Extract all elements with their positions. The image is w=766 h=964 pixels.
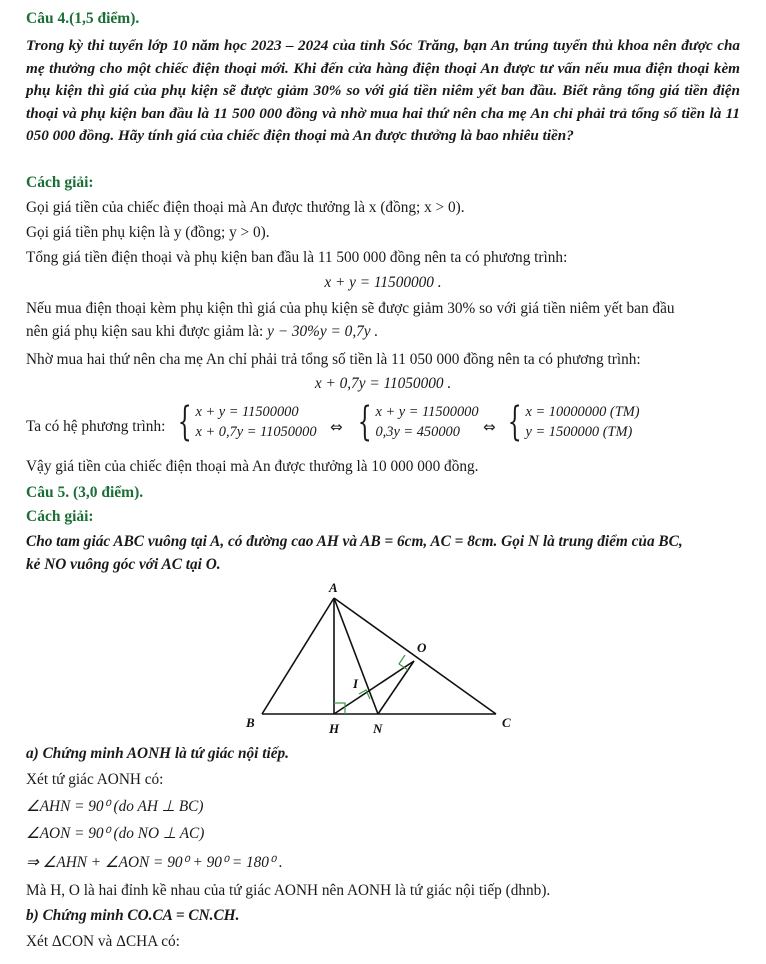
q4-solution-label: Cách giải: [26, 174, 94, 191]
label-h: H [329, 721, 340, 736]
label-n: N [373, 721, 383, 736]
q4-line-6: Nhờ mua hai thứ nên cha mẹ An chỉ phải trả tổng số tiền là 11 050 000 đồng nên ta có phương trình: [26, 351, 641, 368]
system-3-row-1: x = 10000000 (TM) [525, 404, 640, 420]
q4-line-2: Gọi giá tiền phụ kiện là y (đồng; y > 0). [26, 224, 270, 241]
q5-a-line-4: ⇒ ∠AHN + ∠AON = 90⁰ + 90⁰ = 180⁰ . [26, 854, 283, 871]
label-o: O [417, 640, 427, 655]
q4-system-label: Ta có hệ phương trình: [26, 418, 166, 435]
system-2-row-2: 0,3y = 450000 [375, 424, 460, 440]
q4-conclusion: Vậy giá tiền của chiếc điện thoại mà An được thưởng là 10 000 000 đồng. [26, 458, 479, 475]
q4-line-1: Gọi giá tiền của chiếc điện thoại mà An được thưởng là x (đồng; x > 0). [26, 199, 465, 216]
label-i: I [353, 676, 359, 691]
q4-title: Câu 4.(1,5 điểm). [26, 10, 140, 27]
segment-no [378, 661, 414, 714]
q5-a-line-3: ∠AON = 90⁰ (do NO ⊥ AC) [26, 825, 205, 842]
q4-equation-1: x + y = 11500000 . [324, 274, 442, 291]
q5-a-line-2: ∠AHN = 90⁰ (do AH ⊥ BC) [26, 798, 204, 815]
q4-problem: Trong kỳ thi tuyển lớp 10 năm học 2023 – 2024 của tỉnh Sóc Trăng, bạn An trúng tuyển thủ khoa nên được cha mẹ thưởng cho một chiếc điện thoại mới. Khi đến cửa hàng điện thoại An được tư vấn nếu mua điện thoại kèm phụ kiện thì giá của phụ kiện sẽ được giảm 30% so với giá tiền niêm yết ban đầu. Biết rằng tổng giá tiền điện thoại và phụ kiện ban đầu là 11 500 000 đồng và nhờ mua hai thứ nên cha mẹ An chỉ phải trả tổng số tiền là 11 050 000 đồng. Hãy tính giá của chiếc điện thoại mà An được thưởng là bao nhiêu tiền? [26, 37, 740, 145]
q5-part-b-title: b) Chứng minh CO.CA = CN.CH. [26, 907, 240, 924]
q5-title: Câu 5. (3,0 điểm). [26, 484, 144, 501]
q4-line-3: Tổng giá tiền điện thoại và phụ kiện ban đầu là 11 500 000 đồng nên ta có phương trình: [26, 249, 568, 266]
segment-ac [334, 598, 496, 714]
q5-problem-line-2: kẻ NO vuông góc với AC tại O. [26, 556, 221, 573]
segment-ab [262, 598, 334, 714]
system-3-row-2: y = 1500000 (TM) [525, 424, 633, 440]
system-2-brace: { [357, 399, 372, 445]
q5-a-line-1: Xét tứ giác AONH có: [26, 771, 164, 788]
q5-a-line-5: Mà H, O là hai đỉnh kề nhau của tứ giác AONH nên AONH là tứ giác nội tiếp (dhnb). [26, 882, 551, 899]
label-a: A [329, 580, 338, 595]
system-2-row-1: x + y = 11500000 [375, 404, 479, 420]
q5-b-line-1: Xét ΔCON và ΔCHA có: [26, 933, 180, 950]
segment-ho [334, 661, 414, 714]
system-1-row-1: x + y = 11500000 [195, 404, 299, 420]
segment-an [334, 598, 378, 714]
q4-line-5-text: nên giá phụ kiện sau khi được giảm là: [26, 323, 264, 340]
system-1-row-2: x + 0,7y = 11050000 [195, 424, 317, 440]
label-b: B [246, 715, 255, 730]
system-3-brace: { [507, 399, 522, 445]
q4-line-5-formula: y − 30%y = 0,7y . [267, 323, 379, 340]
equivalence-arrow-2: ⇔ [483, 418, 496, 436]
q5-problem-line-1: Cho tam giác ABC vuông tại A, có đường cao AH và AB = 6cm, AC = 8cm. Gọi N là trung điểm của BC, [26, 533, 683, 550]
q4-equation-2: x + 0,7y = 11050000 . [314, 375, 452, 392]
label-c: C [502, 715, 511, 730]
q4-line-4: Nếu mua điện thoại kèm phụ kiện thì giá của phụ kiện sẽ được giảm 30% so với giá tiền niêm yết ban đầu [26, 300, 675, 317]
q5-part-a-title: a) Chứng minh AONH là tứ giác nội tiếp. [26, 745, 289, 762]
system-1-brace: { [177, 399, 192, 445]
equivalence-arrow-1: ⇔ [330, 418, 343, 436]
q5-solution-label: Cách giải: [26, 508, 94, 525]
